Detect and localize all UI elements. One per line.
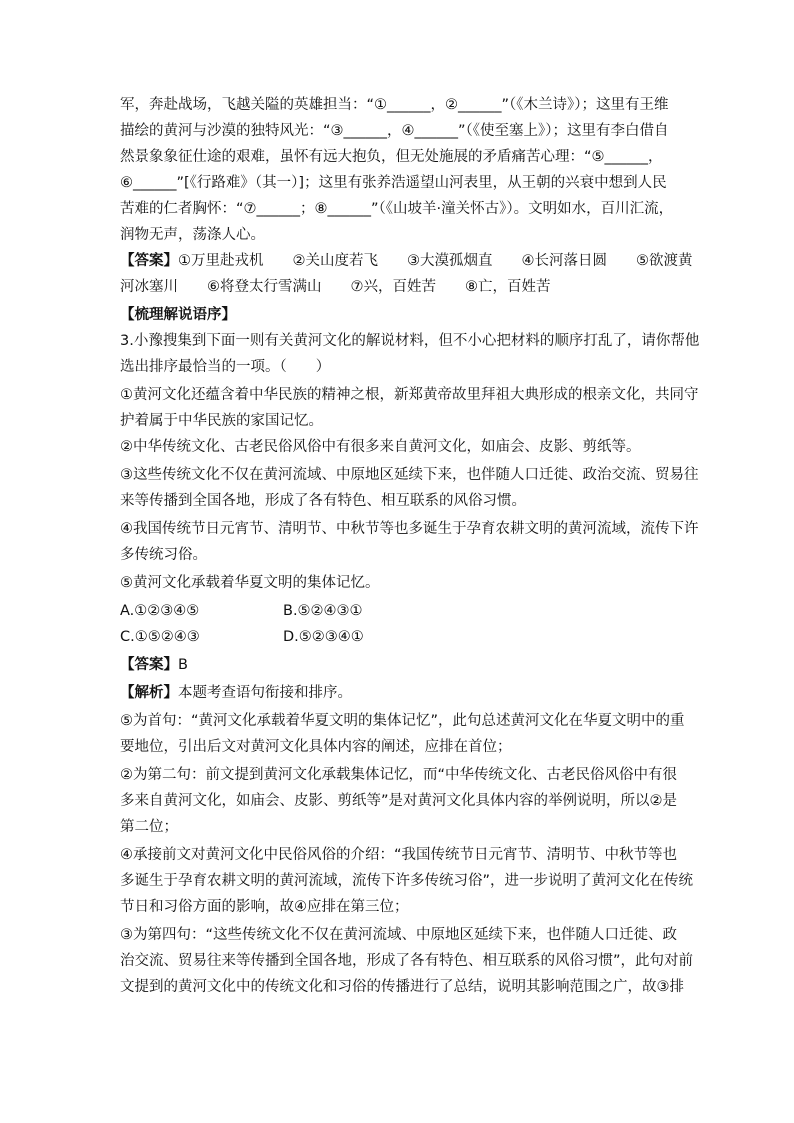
analysis-line: 文提到的黄河文化中的传统文化和习俗的传播进行了总结，说明其影响范围之广，故③排 [120, 979, 684, 995]
answer-value: B [178, 657, 188, 673]
answer-label: 【答案】 [120, 657, 178, 673]
analysis-line: 要地位，引出后文对黄河文化具体内容的阐述，应排在首位； [120, 739, 512, 755]
analysis-label: 【解析】 [120, 685, 178, 701]
analysis-line: 节日和习俗方面的影响，故④应排在第三位； [120, 899, 409, 915]
passage-line: 苦难的仁者胸怀：“⑦______；⑧______”（《山坡羊·潼关怀古》）。文明如水，百川汇流， [120, 201, 674, 217]
analysis-line: ④承接前文对黄河文化中民俗风俗的介绍：“我国传统节日元宵节、清明节、中秋节等也 [120, 847, 678, 863]
sentence-line: ⑤黄河文化承载着华夏文明的集体记忆。 [120, 575, 380, 591]
option-a: A.①②③④⑤ [120, 603, 200, 619]
sentence-line: 多传统习俗。 [120, 547, 207, 563]
option-b: B.⑤②④③① [283, 603, 363, 619]
sentence-line: ③这些传统文化不仅在黄河流域、中原地区延续下来，也伴随人口迁徙、政治交流、贸易往 [120, 467, 699, 483]
analysis-line: 第二位； [120, 819, 178, 835]
analysis-line: 治交流、贸易往来等传播到全国各地，形成了各有特色、相互联系的风俗习惯”，此句对前 [120, 953, 694, 969]
sentence-line: ④我国传统节日元宵节、清明节、中秋节等也多诞生于孕育农耕文明的黄河流域，流传下许 [120, 521, 699, 537]
option-d: D.⑤②③④① [283, 629, 364, 645]
question-stem-line: 3.小豫搜集到下面一则有关黄河文化的解说材料，但不小心把材料的顺序打乱了，请你帮他 [120, 333, 700, 349]
analysis-line: ②为第二句：前文提到黄河文化承载集体记忆，而“中华传统文化、古老民俗风俗中有很 [120, 767, 678, 783]
sentence-line: ②中华传统文化、古老民俗风俗中有很多来自黄河文化，如庙会、皮影、剪纸等。 [120, 439, 641, 455]
analysis-line: 多诞生于孕育农耕文明的黄河流域，流传下许多传统习俗”，进一步说明了黄河文化在传统 [120, 873, 694, 889]
sentence-line: 来等传播到全国各地，形成了各有特色、相互联系的风俗习惯。 [120, 493, 526, 509]
sentence-line: ①黄河文化还蕴含着中华民族的精神之根，新郑黄帝故里拜祖大典形成的根亲文化，共同守 [120, 387, 699, 403]
answer-line [120, 250, 693, 272]
passage-line: 润物无声，荡涤人心。 [120, 227, 265, 243]
analysis-line: 多来自黄河文化，如庙会、皮影、剪纸等”是对黄河文化具体内容的举例说明，所以②是 [120, 793, 678, 809]
question-stem-line: 选出排序最恰当的一项。（ ） [120, 359, 331, 375]
analysis-row [120, 682, 352, 704]
sentence-line: 护着属于中华民族的家国记忆。 [120, 413, 323, 429]
option-c: C.①⑤②④③ [120, 629, 200, 645]
answer-text: ①万里赴戎机 ②关山度若飞 ③大漠孤烟直 ④长河落日圆 ⑤欲渡黄 [178, 253, 693, 269]
answer-line-2: 河冰塞川 ⑥将登太行雪满山 ⑦兴，百姓苦 ⑧亡，百姓苦 [120, 279, 551, 295]
analysis-line: ⑤为首句：“黄河文化承载着华夏文明的集体记忆”，此句总述黄河文化在华夏文明中的重 [120, 713, 685, 729]
analysis-line: ③为第四句：“这些传统文化不仅在黄河流域、中原地区延续下来，也伴随人口迁徙、政 [120, 927, 678, 943]
answer-label: 【答案】 [120, 253, 178, 269]
answer-row [120, 654, 188, 676]
passage-line: ⑥______”[《行路难》（其一）]；这里有张养浩遥望山河表里，从王朝的兴衰中想到人民 [120, 175, 667, 191]
passage-line: 然景象象征仕途的艰难，虽怀有远大抱负，但无处施展的矛盾痛苦心理：“⑤______， [120, 149, 663, 165]
passage-line: 军，奔赴战场，飞越关隘的英雄担当：“①______，②______”（《木兰诗》）；这里有王维 [120, 97, 669, 113]
section-heading: 【梳理解说语序】 [120, 307, 236, 323]
analysis-intro: 本题考查语句衔接和排序。 [178, 685, 352, 701]
passage-line: 描绘的黄河与沙漠的独特风光：“③______，④______”（《使至塞上》）；这里有李白借自 [120, 123, 669, 139]
